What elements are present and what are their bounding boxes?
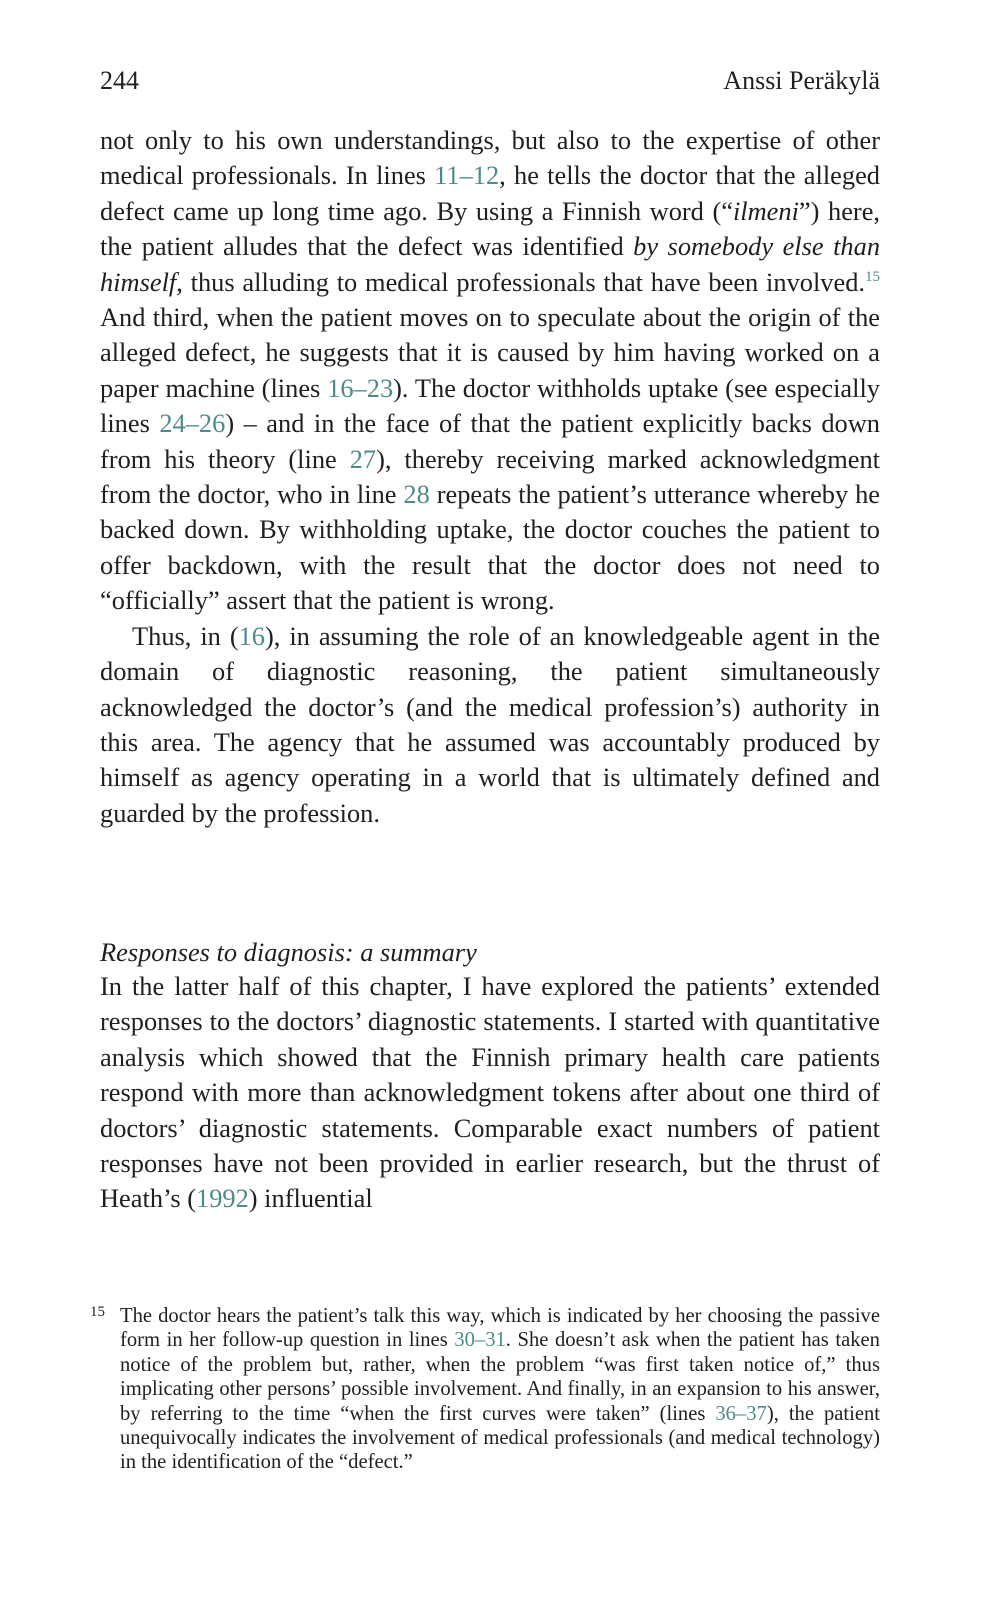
text-run: ), the patient unequivocally indicates the involvement of medical professionals (and medical technology) in the identification of the “defect.” — [120, 1402, 880, 1474]
line-ref-link[interactable]: 28 — [403, 479, 430, 510]
body-text-top — [100, 123, 880, 831]
line-ref-link[interactable]: 27 — [349, 443, 377, 474]
finnish-word: ilmeni — [732, 195, 799, 226]
footnote-text — [120, 1304, 880, 1475]
footnote-ref[interactable]: 15 — [865, 268, 880, 285]
text-run: In the latter half of this chapter, I have explored the patients’ extended responses to the doctors’ diagnostic statements. I started with quantitative analysis which showed that the Finnish primary health care patients respond with more than acknowledgment tokens after about one third of doctors’ diagnostic statements. Comparable exact numbers of patient responses have not been provided in earlier research, but the thrust of Heath’s ( — [100, 971, 880, 1214]
emphasis-text: by somebody else than himself — [100, 231, 881, 297]
paragraph-2 — [100, 619, 880, 831]
text-run: . She doesn’t ask when the patient has taken notice of the problem but, rather, when the problem “was first taken notice of,” thus implicating other persons’ possible involvement. And finally, in an expansion to his answer, by referring to the time “when the first curves were taken” (lines — [120, 1329, 880, 1425]
line-ref-link[interactable]: 11–12 — [434, 160, 500, 191]
text-run: And third, when the patient moves on to speculate about the origin of the alleged defect, he suggests that it is caused by him having worked on a paper machine (lines — [100, 302, 880, 403]
line-ref-link[interactable]: 16–23 — [327, 372, 394, 403]
text-run: ”) here, the patient alludes that the defect was identified — [100, 195, 881, 262]
running-head-author: Anssi Peräkylä — [723, 66, 880, 95]
body-text-bottom — [100, 969, 880, 1217]
text-run: repeats the patient’s utterance whereby he backed down. By withholding uptake, the doctor couches the patient to offer backdown, with the result that the doctor does not need to “officially” assert that the patient is wrong. — [100, 479, 880, 616]
line-ref-link[interactable]: 30–31 — [454, 1329, 506, 1352]
running-head — [100, 64, 880, 98]
text-run: ) influential — [248, 1183, 373, 1214]
footnote-number: 15 — [90, 1304, 105, 1320]
page-number: 244 — [100, 66, 139, 95]
citation-link[interactable]: 1992 — [196, 1183, 249, 1214]
text-run: not only to his own understandings, but also to the expertise of other medical professionals. In lines — [100, 125, 880, 191]
text-run: ). The doctor withholds uptake (see especially lines — [100, 372, 880, 439]
text-run: The doctor hears the patient’s talk this way, which is indicated by her choosing the passive form in her follow-up question in lines — [120, 1305, 880, 1352]
text-run: ) – and in the face of that the patient explicitly backs down from his theory (line — [100, 408, 880, 474]
text-run: , thus alluding to medical professionals that have been involved. — [176, 266, 865, 297]
example-ref-link[interactable]: 16 — [238, 620, 265, 651]
text-run: ), in assuming the role of an knowledgeable agent in the domain of diagnostic reasoning, the patient simultaneously acknowledged the doctor’s (and the medical profession’s) authority in this area. The agency that he assumed was accountably produced by himself as agency operating in a world that is ultimately defined and guarded by the profession. — [100, 620, 880, 828]
section-heading: Responses to diagnosis: a summary — [100, 937, 477, 967]
paragraph-1 — [100, 123, 880, 619]
line-ref-link[interactable]: 36–37 — [715, 1402, 767, 1425]
footnote — [88, 1304, 880, 1475]
text-run: , he tells the doctor that the alleged defect came up long time ago. By using a Finnish word (“ — [100, 160, 880, 226]
text-run: Thus, in ( — [132, 620, 239, 651]
line-ref-link[interactable]: 24–26 — [159, 408, 226, 439]
text-run: ), thereby receiving marked acknowledgment from the doctor, who in line — [100, 443, 880, 510]
paragraph-3 — [100, 969, 880, 1217]
